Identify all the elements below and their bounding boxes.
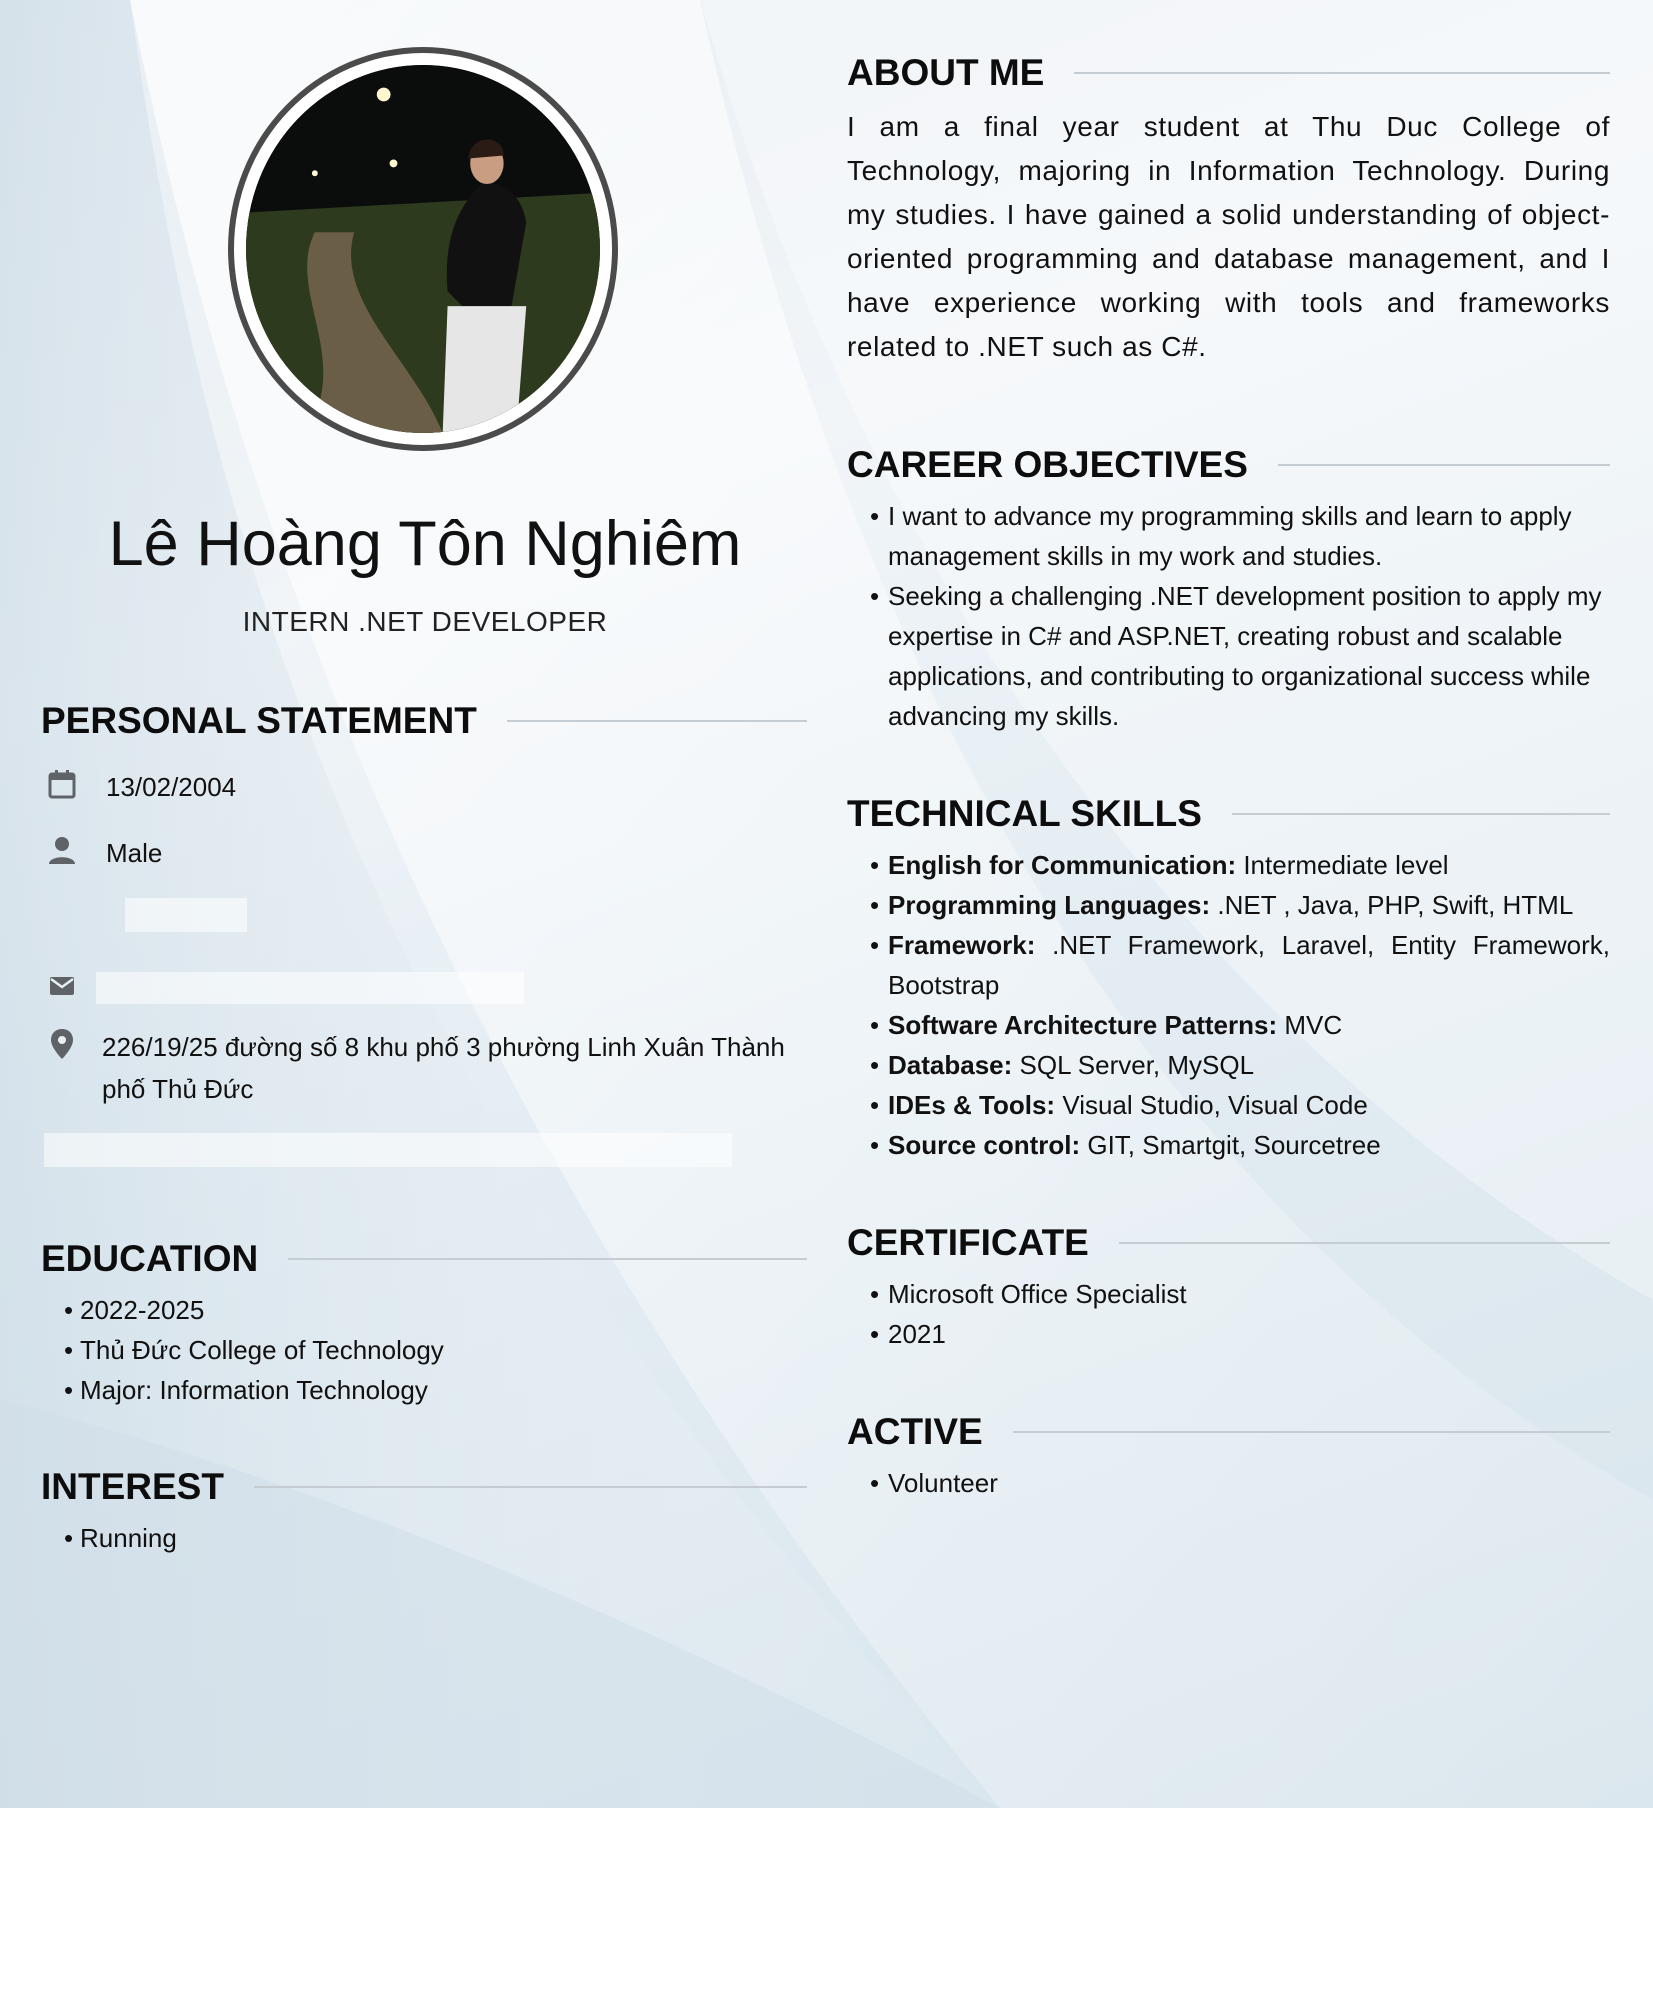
list-item: • Running (64, 1523, 177, 1553)
list-item: • IDEs & Tools: Visual Studio, Visual Code (870, 1090, 1368, 1120)
list-item: • Major: Information Technology (64, 1375, 428, 1405)
certificate-heading (847, 1222, 1610, 1264)
list-item: • Database: SQL Server, MySQL (870, 1050, 1255, 1080)
section-title: ABOUT ME (847, 52, 1045, 93)
dob-value: 13/02/2004 (106, 772, 237, 802)
list-item: • 2021 (870, 1319, 946, 1349)
person-icon (44, 832, 80, 868)
address-line-2: phố Thủ Đức (102, 1074, 254, 1104)
address-line-1: 226/19/25 đường số 8 khu phố 3 phường Linh Xuân Thành (102, 1032, 785, 1062)
skills-heading (847, 793, 1610, 835)
personal-statement-heading (41, 700, 807, 742)
section-rule (1119, 1242, 1610, 1244)
list-item: • Framework: .NET Framework, Laravel, Entity Framework, Bootstrap (870, 930, 1610, 1000)
list-item: • Programming Languages: .NET , Java, PHP, Swift, HTML (870, 890, 1574, 920)
section-title: EDUCATION (41, 1238, 259, 1279)
section-title: INTEREST (41, 1466, 224, 1507)
envelope-icon (44, 968, 80, 1004)
about-heading (847, 52, 1610, 94)
profile-photo-frame (228, 47, 618, 451)
list-item: • English for Communication: Intermediate level (870, 850, 1449, 880)
list-item: • 2022-2025 (64, 1295, 205, 1325)
section-rule (1074, 72, 1610, 74)
about-text: I am a final year student at Thu Duc College of Technology, majoring in Information Technology. During my studies. I have gained a solid understanding of object-oriented programming and database management, and I have experience working with tools and frameworks related to .NET such as C#. (847, 111, 1610, 362)
list-item: • Microsoft Office Specialist (870, 1279, 1187, 1309)
education-list (64, 1290, 444, 1410)
list-item: • I want to advance my programming skills and learn to apply management skills in my work and studies. (870, 501, 1572, 571)
location-pin-icon (44, 1026, 80, 1062)
interest-heading (41, 1466, 807, 1508)
active-heading (847, 1411, 1610, 1453)
section-title: PERSONAL STATEMENT (41, 700, 477, 741)
candidate-name: Lê Hoàng Tôn Nghiêm (108, 509, 742, 579)
dob-row (44, 766, 236, 808)
career-heading (847, 444, 1610, 486)
certificate-list (870, 1274, 1610, 1354)
section-title: CAREER OBJECTIVES (847, 444, 1248, 485)
candidate-role: INTERN .NET DEVELOPER (242, 606, 608, 637)
section-rule (288, 1258, 807, 1260)
section-title: TECHNICAL SKILLS (847, 793, 1202, 834)
redacted-email (96, 972, 524, 1004)
section-rule (1278, 464, 1610, 466)
section-title: ACTIVE (847, 1411, 983, 1452)
gender-value: Male (106, 838, 163, 868)
redacted-phone (125, 898, 247, 932)
active-list (870, 1463, 1610, 1503)
interest-list (64, 1518, 177, 1558)
address-value (102, 1026, 785, 1110)
redacted-link (44, 1133, 732, 1167)
calendar-icon (44, 766, 80, 802)
section-rule (254, 1486, 807, 1488)
list-item: • Volunteer (870, 1468, 998, 1498)
list-item: • Software Architecture Patterns: MVC (870, 1010, 1343, 1040)
section-rule (1232, 813, 1610, 815)
address-row (44, 1026, 785, 1110)
education-heading (41, 1238, 807, 1280)
section-rule (1013, 1431, 1610, 1433)
skills-list (870, 845, 1610, 1165)
profile-photo (246, 65, 600, 433)
list-item: • Source control: GIT, Smartgit, Sourcetree (870, 1130, 1381, 1160)
list-item: • Thủ Đức College of Technology (64, 1335, 444, 1365)
career-list (870, 496, 1610, 736)
section-rule (507, 720, 807, 722)
list-item: • Seeking a challenging .NET development position to apply my expertise in C# and ASP.NET, creating robust and scalable applications, and contributing to organizational success while advancing my skills. (870, 581, 1602, 731)
gender-row (44, 832, 162, 874)
section-title: CERTIFICATE (847, 1222, 1089, 1263)
